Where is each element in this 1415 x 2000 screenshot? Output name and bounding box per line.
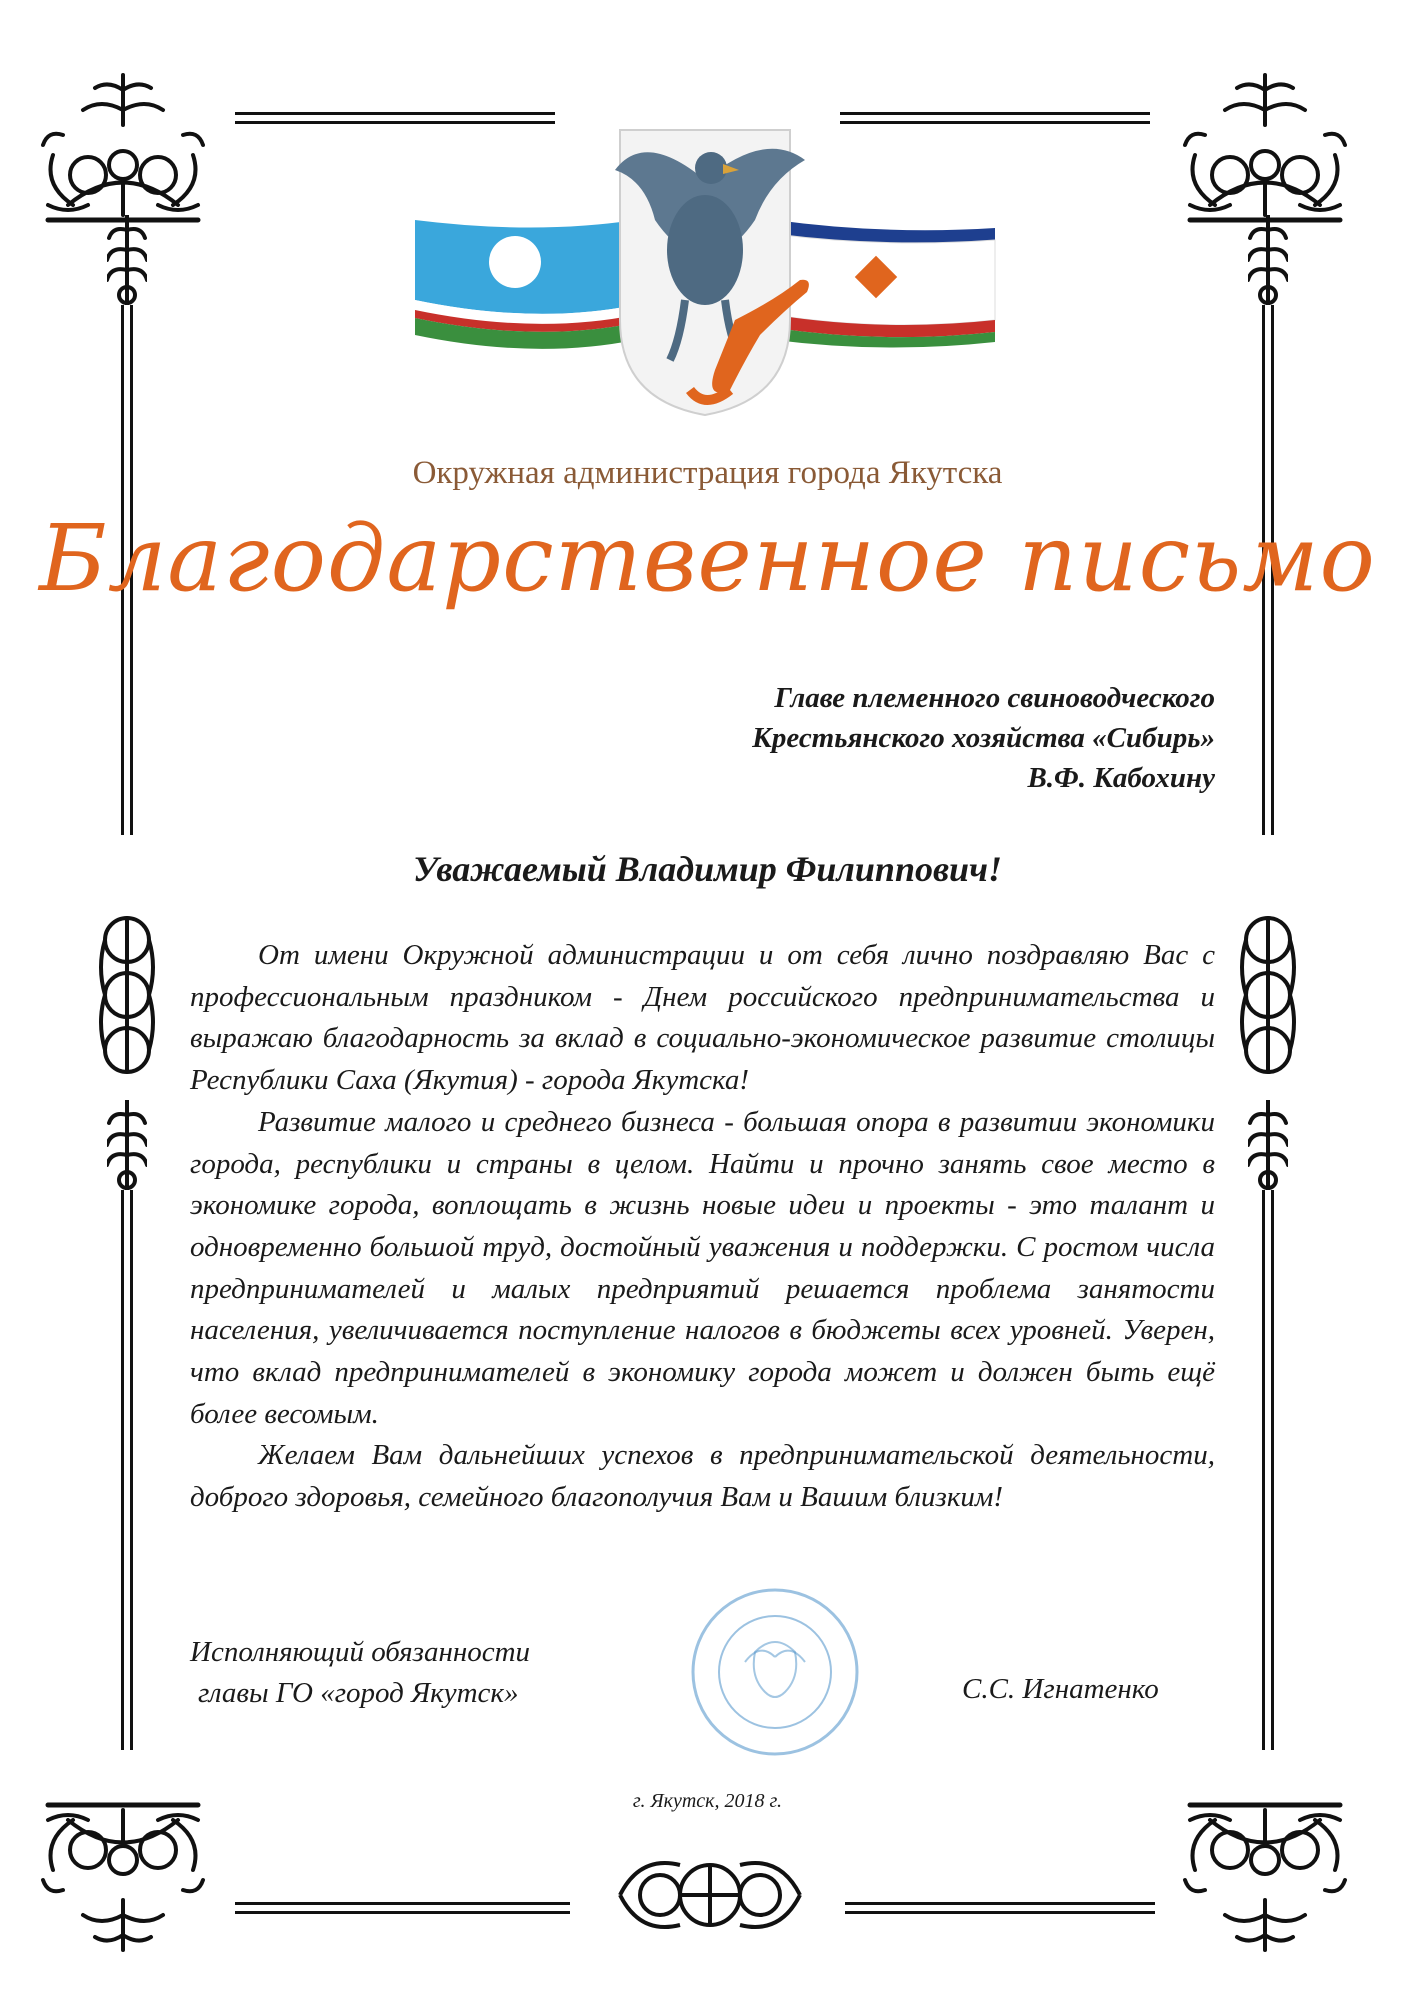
signatory-position <box>190 1632 530 1714</box>
corner-ornament-top-left <box>28 55 218 235</box>
left-border-line-bottom <box>119 1190 135 1750</box>
sakha-flag-icon <box>415 220 635 349</box>
official-stamp-icon <box>685 1582 865 1762</box>
corner-ornament-bottom-left <box>28 1790 218 1970</box>
signatory-position-line-1: Исполняющий обязанности <box>190 1636 531 1668</box>
greeting: Уважаемый Владимир Филиппович! <box>413 849 1002 889</box>
recipient-block <box>752 678 1215 798</box>
letter-body <box>190 935 1215 1519</box>
bottom-border-line-right <box>845 1900 1155 1916</box>
right-leaf-ornament-bottom <box>1248 1100 1288 1190</box>
eagle-and-sable-shield-icon <box>615 130 809 415</box>
paragraph-1: От имени Окружной администрации и от себя лично поздравляю Вас с профессиональным праздником - Днем российского предпринимательства и выражаю благодарность за вклад в социально-экономическое развитие столицы Республики Саха (Якутия) - города Якутска! <box>190 939 1215 1097</box>
organization-name: Окружная администрация города Якутска <box>412 455 1003 491</box>
paragraph-2: Развитие малого и среднего бизнеса - большая опора в развитии экономики города, республики и страны в целом. Найти и прочно занять свое место в экономике города, воплощать в жизнь новые идеи и проекты - это талант и одновременно большой труд, достойный уважения и поддержки. С ростом числа предпринимателей и малых предприятий решается проблема занятости населения, увеличивается поступление налогов в бюджеты всех уровней. Уверен, что вклад предпринимателей в экономику города может и должен быть ещё более весомым. <box>190 1105 1215 1430</box>
right-border-line-bottom <box>1260 1190 1276 1750</box>
corner-ornament-top-right <box>1170 55 1360 235</box>
city-emblem-with-flags <box>405 110 1005 430</box>
signatory-position-line-2: главы ГО «город Якутск» <box>198 1677 519 1709</box>
left-side-ornament <box>97 900 157 1090</box>
recipient-line-3: В.Ф. Кабохину <box>1027 762 1215 794</box>
recipient-line-2: Крестьянского хозяйства «Сибирь» <box>752 722 1215 754</box>
recipient-line-1: Главе племенного свиноводческого <box>774 682 1215 714</box>
bottom-center-ornament <box>600 1835 820 1955</box>
left-leaf-ornament-bottom <box>107 1100 147 1190</box>
place-and-date: г. Якутск, 2018 г. <box>632 1790 783 1812</box>
bottom-border-line-left <box>235 1900 570 1916</box>
paragraph-3: Желаем Вам дальнейших успехов в предпринимательской деятельности, доброго здоровья, семейного благополучия Вам и Вашим близким! <box>190 1439 1215 1514</box>
right-leaf-ornament-top <box>1248 215 1288 305</box>
signatory-name: С.С. Игнатенко <box>962 1673 1159 1705</box>
document-title: Благодарственное письмо <box>39 505 1376 612</box>
corner-ornament-bottom-right <box>1170 1790 1360 1970</box>
left-leaf-ornament-top <box>107 215 147 305</box>
right-side-ornament <box>1238 900 1298 1090</box>
